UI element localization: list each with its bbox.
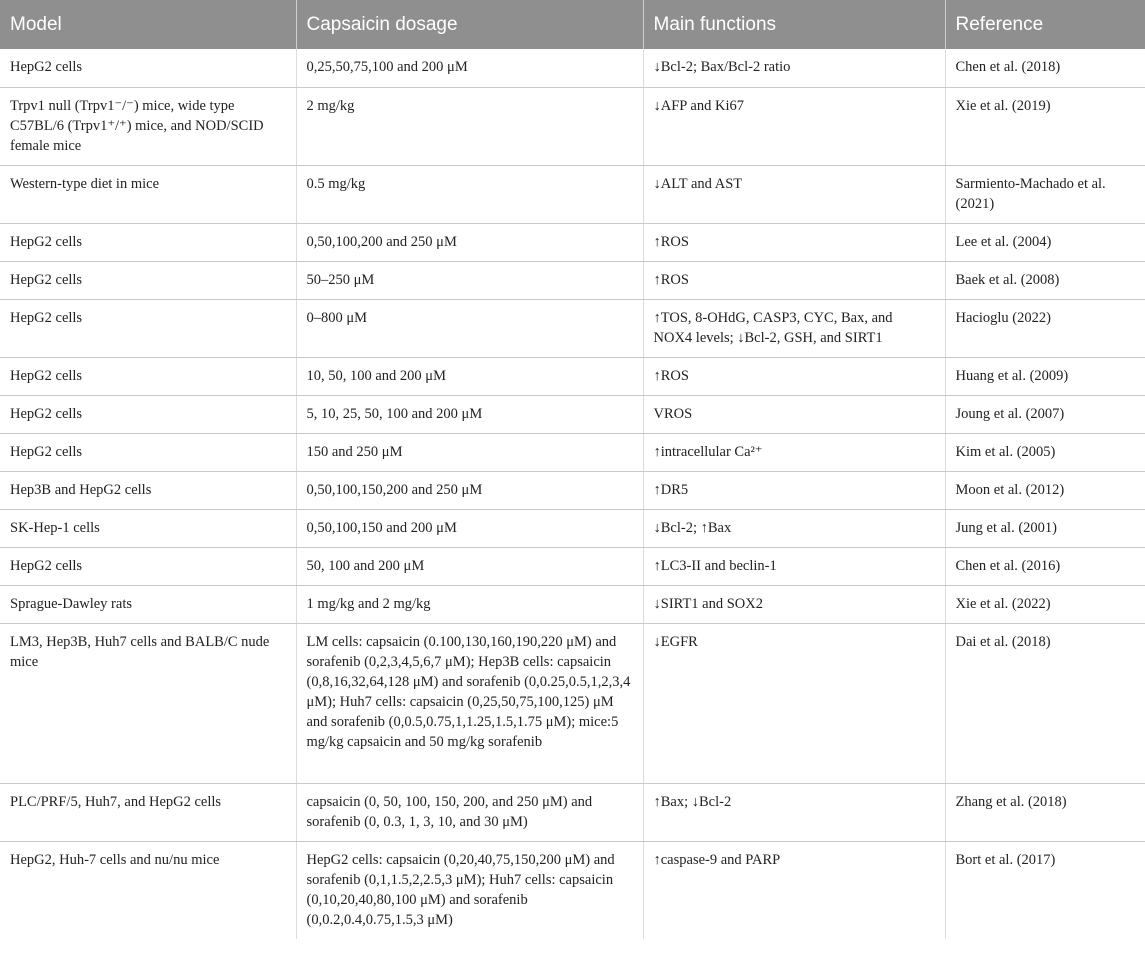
cell-reference: Huang et al. (2009): [945, 357, 1145, 395]
cell-functions: ↑Bax; ↓Bcl-2: [643, 783, 945, 841]
cell-dosage: 0,50,100,150 and 200 μM: [296, 509, 643, 547]
cell-functions: ↑ROS: [643, 261, 945, 299]
cell-reference: Kim et al. (2005): [945, 433, 1145, 471]
cell-functions: ↑intracellular Ca²⁺: [643, 433, 945, 471]
cell-model: HepG2 cells: [0, 299, 296, 357]
cell-model: HepG2 cells: [0, 547, 296, 585]
cell-reference: Chen et al. (2016): [945, 547, 1145, 585]
cell-reference: Xie et al. (2019): [945, 87, 1145, 165]
cell-functions: ↑caspase-9 and PARP: [643, 841, 945, 939]
table-row: [0, 471, 1145, 509]
cell-dosage: 0,50,100,150,200 and 250 μM: [296, 471, 643, 509]
table-row: [0, 223, 1145, 261]
cell-reference: Baek et al. (2008): [945, 261, 1145, 299]
cell-functions: ↓EGFR: [643, 623, 945, 783]
cell-reference: Xie et al. (2022): [945, 585, 1145, 623]
table-row: [0, 395, 1145, 433]
cell-model: PLC/PRF/5, Huh7, and HepG2 cells: [0, 783, 296, 841]
cell-reference: Bort et al. (2017): [955, 851, 1056, 868]
cell-dosage: 50–250 μM: [296, 261, 643, 299]
cell-functions: ↓Bcl-2; Bax/Bcl-2 ratio: [643, 49, 945, 87]
cell-reference: Dai et al. (2018): [945, 623, 1145, 783]
cell-functions: ↑DR5: [643, 471, 945, 509]
cell-model: Hep3B and HepG2 cells: [0, 471, 296, 509]
cell-model: Western-type diet in mice: [0, 165, 296, 223]
cell-dosage: 0,25,50,75,100 and 200 μM: [296, 49, 643, 87]
cell-dosage: 5, 10, 25, 50, 100 and 200 μM: [296, 395, 643, 433]
cell-functions: ↑ROS: [643, 357, 945, 395]
table-row: [0, 585, 1145, 623]
cell-model: HepG2 cells: [0, 395, 296, 433]
cell-dosage: 0.5 mg/kg: [296, 165, 643, 223]
header-capsaicin-dosage: Capsaicin dosage: [296, 0, 643, 49]
cell-model: HepG2 cells: [0, 261, 296, 299]
cell-model: HepG2, Huh-7 cells and nu/nu mice: [0, 841, 296, 939]
cell-functions: ↑LC3-II and beclin-1: [643, 547, 945, 585]
table-row: [0, 509, 1145, 547]
cell-model: HepG2 cells: [0, 433, 296, 471]
cell-functions: VROS: [643, 395, 945, 433]
cell-functions: ↓SIRT1 and SOX2: [643, 585, 945, 623]
cell-dosage: 0,50,100,200 and 250 μM: [296, 223, 643, 261]
cell-reference: Sarmiento-Machado et al. (2021): [945, 165, 1145, 223]
table-row: [0, 783, 1145, 841]
cell-model: LM3, Hep3B, Huh7 cells and BALB/C nude mice: [0, 623, 296, 783]
cell-model: HepG2 cells: [0, 357, 296, 395]
cell-dosage: capsaicin (0, 50, 100, 150, 200, and 250 μM) and sorafenib (0, 0.3, 1, 3, 10, and 30 μM): [296, 783, 643, 841]
table-row: [0, 49, 1145, 87]
header-row: [0, 0, 1145, 49]
cell-dosage: 150 and 250 μM: [296, 433, 643, 471]
header-main-functions: Main functions: [643, 0, 945, 49]
cell-functions: ↓Bcl-2; ↑Bax: [643, 509, 945, 547]
cell-model: HepG2 cells: [0, 223, 296, 261]
table-row: [0, 433, 1145, 471]
header-model: Model: [0, 0, 296, 49]
cell-dosage: HepG2 cells: capsaicin (0,20,40,75,150,200 μM) and sorafenib (0,1,1.5,2,2.5,3 μM); Huh7 cells: capsaicin (0,10,20,40,80,100 μM) and sorafenib (0,0.2,0.4,0.75,1.5,3 μM): [296, 841, 643, 939]
cell-reference: Moon et al. (2012): [945, 471, 1145, 509]
cell-model: Trpv1 null (Trpv1⁻/⁻) mice, wide type C57BL/6 (Trpv1⁺/⁺) mice, and NOD/SCID female mice: [0, 87, 296, 165]
cell-reference: Chen et al. (2018): [945, 49, 1145, 87]
cell-functions: ↑ROS: [643, 223, 945, 261]
table-row: [0, 299, 1145, 357]
table-row: [0, 261, 1145, 299]
table-body: [0, 49, 1145, 939]
table-row: [0, 841, 1145, 939]
table-row: [0, 547, 1145, 585]
cell-functions: ↑TOS, 8-OHdG, CASP3, CYC, Bax, and NOX4 levels; ↓Bcl-2, GSH, and SIRT1: [643, 299, 945, 357]
cell-model: Sprague-Dawley rats: [0, 585, 296, 623]
cell-reference: Joung et al. (2007): [945, 395, 1145, 433]
cell-dosage: 1 mg/kg and 2 mg/kg: [296, 585, 643, 623]
cell-reference: Hacioglu (2022): [945, 299, 1145, 357]
cell-model: HepG2 cells: [0, 49, 296, 87]
cell-functions: ↓AFP and Ki67: [643, 87, 945, 165]
table-header: [0, 0, 1145, 49]
cell-dosage: 50, 100 and 200 μM: [296, 547, 643, 585]
cell-reference: Jung et al. (2001): [945, 509, 1145, 547]
table-row: [0, 87, 1145, 165]
cell-dosage: LM cells: capsaicin (0.100,130,160,190,220 μM) and sorafenib (0,2,3,4,5,6,7 μM); Hep3B cells: capsaicin (0,8,16,32,64,128 μM) and sorafenib (0,0.25,0.5,1,2,3,4 μM); Huh7 cells: capsaicin (0,25,50,75,100,125) μM and sorafenib (0,0.5,0.75,1,1.25,1.5,1.75 μM); mice:5 mg/kg capsaicin and 50 mg/kg sorafenib: [296, 623, 643, 783]
cell-dosage: 2 mg/kg: [296, 87, 643, 165]
cell-dosage: 10, 50, 100 and 200 μM: [296, 357, 643, 395]
cell-functions: ↓ALT and AST: [643, 165, 945, 223]
table-row: [0, 165, 1145, 223]
cell-dosage: 0–800 μM: [296, 299, 643, 357]
cell-reference: Lee et al. (2004): [945, 223, 1145, 261]
cell-reference: Zhang et al. (2018): [945, 783, 1145, 841]
table-row: [0, 623, 1145, 783]
cell-model: SK-Hep-1 cells: [0, 509, 296, 547]
header-reference: Reference: [945, 0, 1145, 49]
table-row: [0, 357, 1145, 395]
